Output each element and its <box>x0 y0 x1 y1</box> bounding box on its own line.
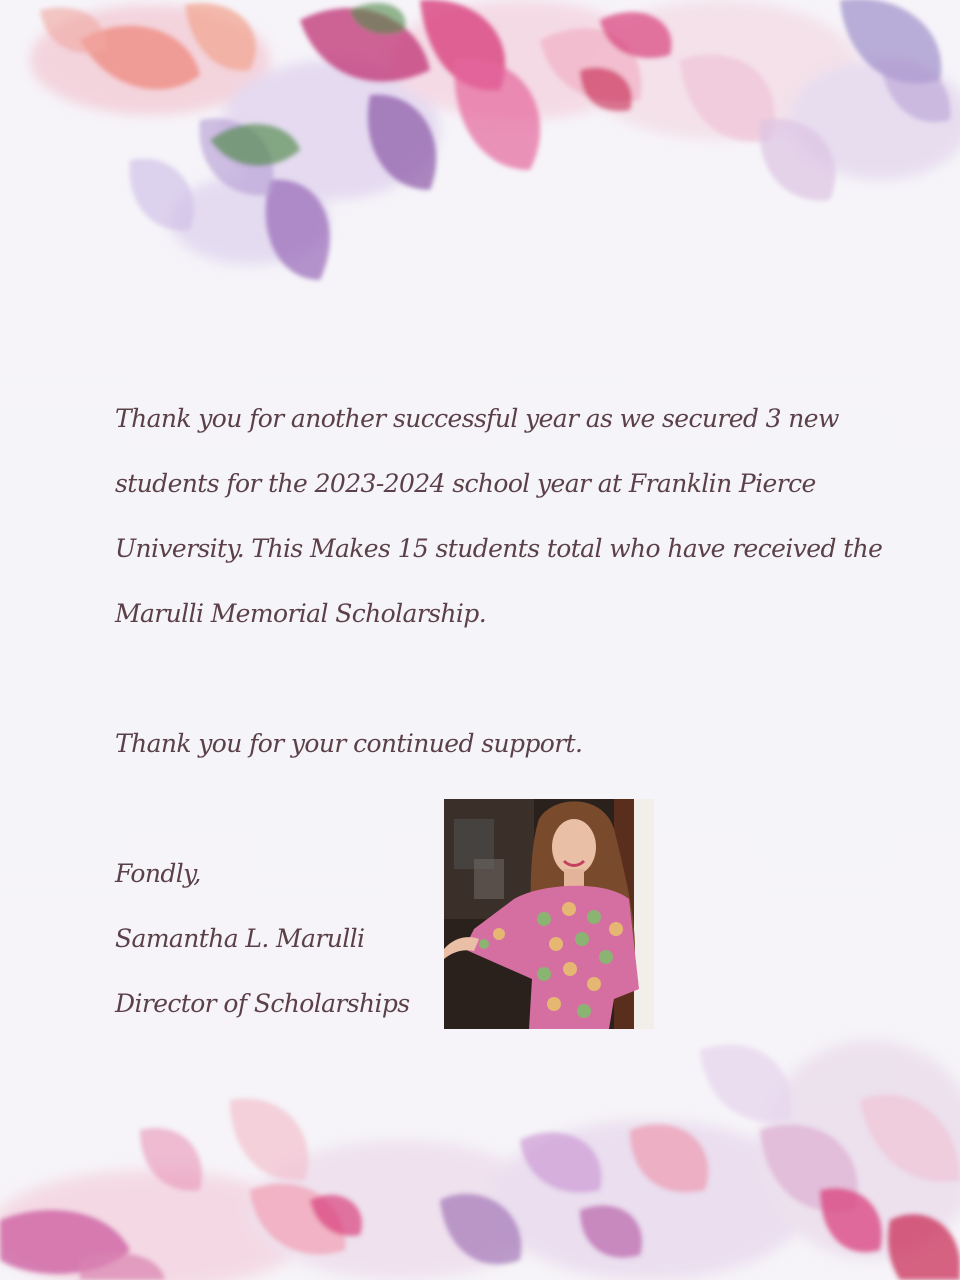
paragraph-line-3: University. This Makes 15 students total who have received the <box>115 534 883 563</box>
bottom-floral-border <box>0 1020 960 1280</box>
signer-name: Samantha L. Marulli <box>115 924 365 953</box>
paragraph-line-1: Thank you for another successful year as we secured 3 new <box>115 404 839 433</box>
top-floral-border <box>0 0 960 300</box>
signer-title: Director of Scholarships <box>115 989 410 1018</box>
paragraph-line-4: Marulli Memorial Scholarship. <box>115 599 487 628</box>
portrait-illustration <box>444 799 654 1029</box>
paragraph-line-2: students for the 2023-2024 school year at Franklin Pierce <box>115 469 816 498</box>
closing-salutation: Fondly, <box>115 859 201 888</box>
portrait-photo <box>444 799 654 1029</box>
thanks-line: Thank you for your continued support. <box>115 729 583 758</box>
